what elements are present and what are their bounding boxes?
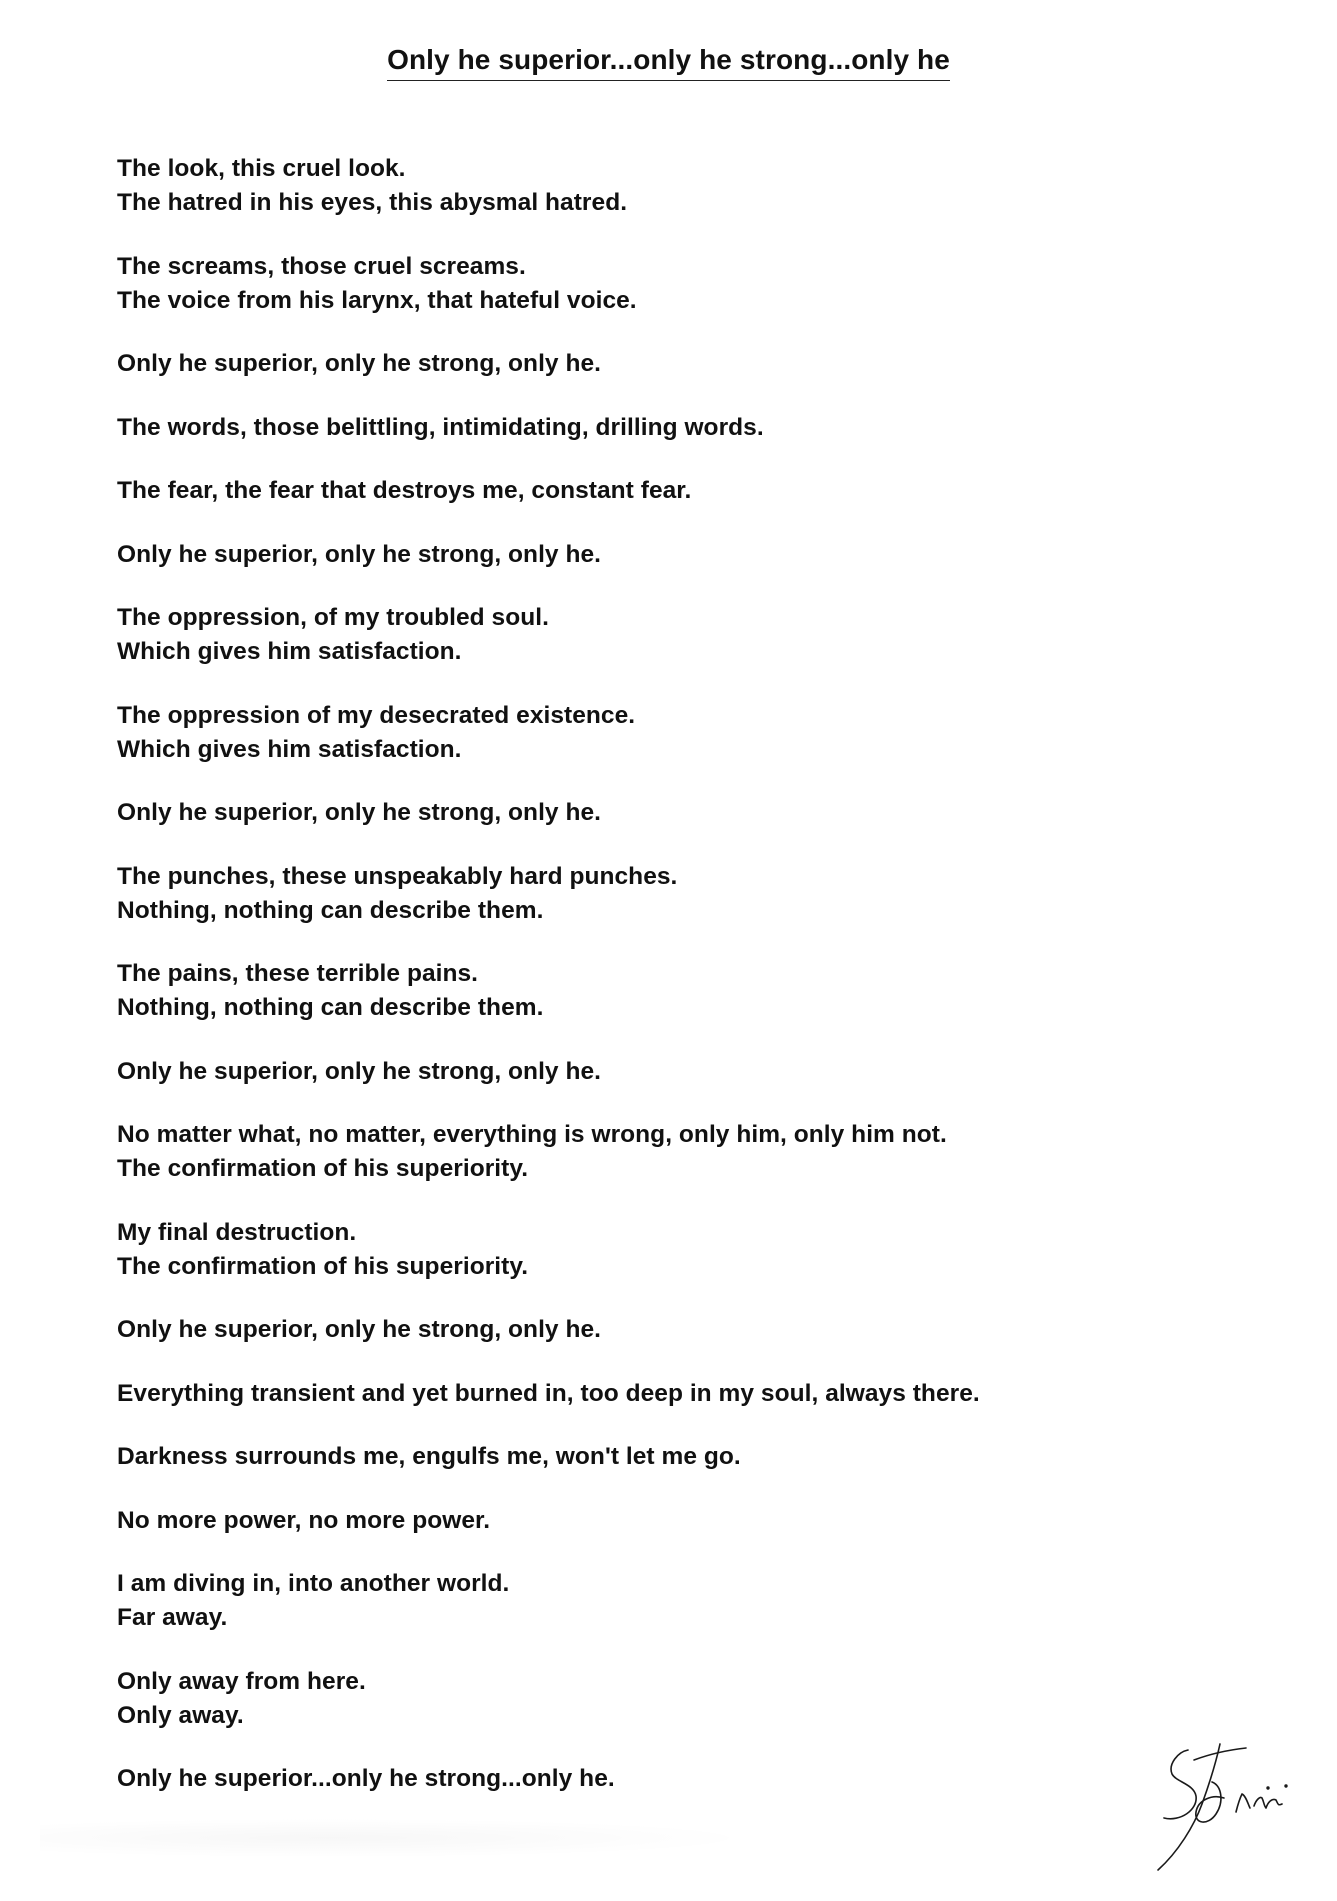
poem-line: The oppression, of my troubled soul.: [117, 604, 549, 631]
poem-line: The voice from his larynx, that hateful voice.: [117, 286, 637, 314]
poem-line: Only he superior, only he strong, only he.: [117, 1057, 602, 1085]
poem-line: No matter what, no matter, everything is wrong, only him, only him not.: [117, 1121, 947, 1148]
poem-stanza: [117, 474, 1197, 508]
poem-line: The screams, those cruel screams.: [117, 252, 526, 280]
poem-line: Only he superior, only he strong, only he.: [117, 540, 602, 568]
poem-line: My final destruction.: [117, 1218, 357, 1246]
poem-stanza: [117, 1762, 1197, 1796]
poem-line: No more power, no more power.: [117, 1506, 491, 1534]
poem-stanza: [117, 152, 1197, 220]
poem-line: Far away.: [117, 1604, 228, 1631]
poem-line: The confirmation of his superiority.: [117, 1252, 529, 1280]
poem-stanza: [117, 347, 1197, 381]
poem-line: The confirmation of his superiority.: [117, 1155, 529, 1182]
poem-line: Darkness surrounds me, engulfs me, won't let me go.: [117, 1443, 741, 1470]
poem-stanza: [117, 1313, 1197, 1347]
poem-stanza: [117, 1567, 1197, 1635]
poem-line: Nothing, nothing can describe them.: [117, 896, 544, 924]
paper-smudge: [40, 1818, 760, 1858]
poem-stanza: [117, 1665, 1197, 1733]
poem-line: Only away from here.: [117, 1667, 366, 1695]
poem-stanza: [117, 1055, 1197, 1089]
poem-body: [117, 152, 1197, 1826]
poem-stanza: [117, 957, 1197, 1025]
poem-line: The pains, these terrible pains.: [117, 960, 479, 987]
poem-stanza: [117, 250, 1197, 318]
poem-line: Which gives him satisfaction.: [117, 735, 462, 763]
poem-stanza: [117, 538, 1197, 572]
poem-line: The words, those belittling, intimidating, drilling words.: [117, 413, 764, 441]
page-title: Only he superior...only he strong...only he: [387, 44, 950, 81]
poem-line: Only he superior, only he strong, only he.: [117, 1316, 602, 1343]
poem-stanza: [117, 1440, 1197, 1474]
poem-stanza: [117, 796, 1197, 830]
poem-stanza: [117, 860, 1197, 928]
poem-line: Nothing, nothing can describe them.: [117, 994, 544, 1021]
poem-stanza: [117, 1504, 1197, 1538]
poem-line: Which gives him satisfaction.: [117, 638, 462, 665]
poem-stanza: [117, 411, 1197, 445]
poem-stanza: [117, 699, 1197, 767]
poem-line: Only he superior, only he strong, only he.: [117, 350, 602, 377]
poem-line: The punches, these unspeakably hard punches.: [117, 862, 678, 890]
poem-line: I am diving in, into another world.: [117, 1570, 510, 1597]
poem-line: The fear, the fear that destroys me, constant fear.: [117, 477, 692, 504]
poem-line: The look, this cruel look.: [117, 155, 406, 182]
poem-line: The hatred in his eyes, this abysmal hatred.: [117, 189, 628, 216]
poem-stanza: [117, 1377, 1197, 1411]
handwritten-signature-icon: [1150, 1742, 1310, 1872]
poem-stanza: [117, 1118, 1197, 1186]
poem-stanza: [117, 601, 1197, 669]
title-container: [0, 44, 1337, 81]
poem-line: Only away.: [117, 1701, 244, 1729]
poem-stanza: [117, 1216, 1197, 1284]
poem-line: Only he superior...only he strong...only he.: [117, 1765, 615, 1792]
poem-line: Only he superior, only he strong, only he.: [117, 799, 602, 826]
poem-line: The oppression of my desecrated existence.: [117, 701, 636, 729]
poem-line: Everything transient and yet burned in, too deep in my soul, always there.: [117, 1379, 980, 1407]
